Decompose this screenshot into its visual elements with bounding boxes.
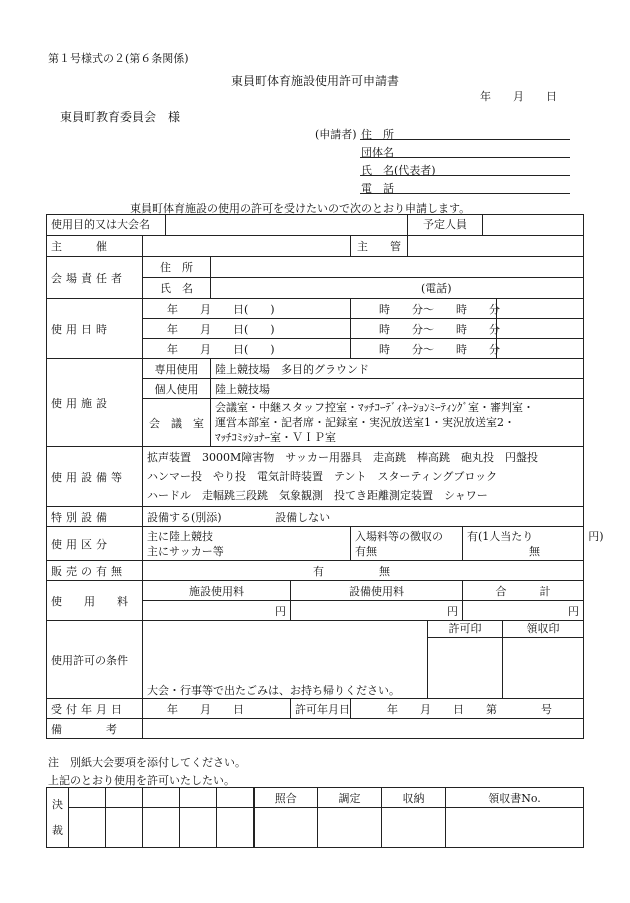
equip-line-3: ハードル 走幅跳三段跳 気象観測 投てき距離測定装置 シャワー <box>147 489 488 502</box>
payment-field[interactable] <box>382 808 446 848</box>
fee-collect-line-2: 有無 <box>355 544 377 558</box>
address-label: 住 所 <box>361 128 394 141</box>
garbage-note: 大会・行事等で出たごみは、お持ち帰りください。 <box>147 684 400 697</box>
org-label: 団体名 <box>361 146 394 159</box>
equip-line-2: ハンマー投 やり投 電気計時装置 テント スターティングブロック <box>147 470 498 483</box>
applicant-label: (申請者) <box>315 128 357 141</box>
approval-cell[interactable] <box>143 788 180 808</box>
expected-label: 予定人員 <box>407 215 483 235</box>
received-date-value[interactable]: 年 月 日 <box>143 699 291 719</box>
decision-char-2: 裁 <box>52 823 63 837</box>
remarks-field[interactable] <box>143 719 584 739</box>
assess-label: 調定 <box>318 788 382 808</box>
remarks-label: 備 考 <box>47 719 143 739</box>
sales-value[interactable]: 有 無 <box>143 561 584 581</box>
name-label: 氏 名(代表者) <box>361 164 436 177</box>
category-line-1: 主に陸上競技 <box>147 529 213 543</box>
equip-fee-yen[interactable]: 円 <box>291 601 463 621</box>
total-label: 合 計 <box>463 581 584 601</box>
receipt-stamp-label: 領収印 <box>503 621 583 638</box>
date-row-2[interactable]: 年 月 日( ) <box>143 319 351 339</box>
receipt-no-label: 領収書No. <box>446 788 584 808</box>
host-label: 主 催 <box>47 236 143 257</box>
individual-value[interactable]: 陸上競技場 <box>211 379 584 399</box>
assess-field[interactable] <box>318 808 382 848</box>
special-no[interactable]: 設備しない <box>275 510 331 524</box>
decision-char-1: 決 <box>52 797 63 811</box>
approval-cell[interactable] <box>217 808 254 848</box>
conditions-area[interactable] <box>143 621 584 699</box>
rep-name-label: 氏 名 <box>143 278 211 299</box>
facility-fee-yen[interactable]: 円 <box>143 601 291 621</box>
rep-phone[interactable]: (電話) <box>211 278 584 299</box>
equipment-label: 使用設備等 <box>47 447 143 507</box>
conditions-label: 使用許可の条件 <box>47 621 143 699</box>
expected-field[interactable] <box>483 215 583 235</box>
approval-cell[interactable] <box>143 808 180 848</box>
fee-collect-values[interactable] <box>463 527 604 561</box>
special-values[interactable] <box>143 507 584 527</box>
meeting-label: 会 議 室 <box>143 399 211 447</box>
date-row-3[interactable]: 年 月 日( ) <box>143 339 351 359</box>
intro-text: 東員町体育施設の使用の許可を受けたいので次のとおり申請します。 <box>130 202 471 215</box>
manager-label: 主 管 <box>351 236 408 257</box>
application-table <box>46 214 604 739</box>
receipt-no-field[interactable] <box>446 808 584 848</box>
approval-cell[interactable] <box>217 788 254 808</box>
approve-text: 上記のとおり使用を許可いたしたい。 <box>48 774 235 787</box>
check-field[interactable] <box>254 808 318 848</box>
special-yes[interactable]: 設備する(別添) <box>147 510 222 524</box>
address-field[interactable] <box>360 139 570 140</box>
category-values[interactable] <box>143 527 351 561</box>
total-yen[interactable]: 円 <box>463 601 584 621</box>
fee-collect-line-1: 入場料等の徴収の <box>355 529 443 543</box>
time-row-3[interactable]: 時 分～ 時 分 <box>351 339 497 359</box>
name-field[interactable] <box>360 175 570 176</box>
form-number: 第１号様式の２(第６条関係) <box>48 52 189 65</box>
facility-fee-label: 施設使用料 <box>143 581 291 601</box>
use-datetime-label: 使用日時 <box>47 299 143 359</box>
approval-cell[interactable] <box>69 808 106 848</box>
approval-cell[interactable] <box>69 788 106 808</box>
equip-line-1: 拡声装置 3000M障害物 サッカー用器具 走高跳 棒高跳 砲丸投 円盤投 <box>147 451 539 464</box>
phone-label: 電 話 <box>361 182 394 195</box>
facility-label: 使用施設 <box>47 359 143 447</box>
approval-cell[interactable] <box>180 788 217 808</box>
payment-label: 収納 <box>382 788 446 808</box>
special-label: 特別設備 <box>47 507 143 527</box>
equipment-values[interactable] <box>143 447 584 507</box>
manager-field[interactable] <box>408 236 584 257</box>
rep-address-label: 住 所 <box>143 257 211 278</box>
equip-fee-label: 設備使用料 <box>291 581 463 601</box>
meeting-line-3: ﾏｯﾁｺﾐｯｼｮﾅｰ室・ＶＩＰ室 <box>215 431 336 444</box>
decision-label <box>47 788 69 848</box>
phone-field[interactable] <box>360 193 570 194</box>
meeting-line-1: 会議室・中継スタッフ控室・ﾏｯﾁｺｰﾃﾞｨﾈｰｼｮﾝﾐｰﾃｨﾝｸﾞ室・審判室・ <box>215 401 534 414</box>
time-row-2[interactable]: 時 分～ 時 分 <box>351 319 497 339</box>
org-field[interactable] <box>360 157 570 158</box>
approval-cell[interactable] <box>106 788 143 808</box>
approval-cell[interactable] <box>180 808 217 848</box>
note: 注 別紙大会要項を添付してください。 <box>48 756 246 769</box>
date-row-1[interactable]: 年 月 日( ) <box>143 299 351 319</box>
decision-table <box>46 787 584 848</box>
approval-cell[interactable] <box>106 808 143 848</box>
host-field[interactable] <box>143 236 351 257</box>
meeting-line-2: 運営本部室・記者席・記録室・実況放送室1・実況放送室2・ <box>215 416 515 429</box>
fee-no: 無 <box>529 544 540 558</box>
permit-date-value[interactable]: 年 月 日 第 号 <box>351 699 584 719</box>
rep-address-field[interactable] <box>211 257 584 278</box>
purpose-label: 使用目的又は大会名 <box>47 215 166 235</box>
fee-collect-label <box>351 527 463 561</box>
category-label: 使用区分 <box>47 527 143 561</box>
time-row-1[interactable]: 時 分～ 時 分 <box>351 299 497 319</box>
permit-date-label: 許可年月日 <box>291 699 351 719</box>
venue-rep-label: 会場責任者 <box>47 257 143 299</box>
date-line: 年 月 日 <box>480 90 557 103</box>
check-label: 照合 <box>254 788 318 808</box>
received-date-label: 受付年月日 <box>47 699 143 719</box>
sales-label: 販売の有無 <box>47 561 143 581</box>
purpose-field[interactable] <box>166 215 407 235</box>
exclusive-label: 専用使用 <box>143 359 211 379</box>
exclusive-value[interactable]: 陸上競技場 多目的グラウンド <box>211 359 584 379</box>
individual-label: 個人使用 <box>143 379 211 399</box>
fee-yes: 有(1人当たり 円) <box>467 529 604 543</box>
meeting-values[interactable] <box>211 399 584 447</box>
addressee: 東員町教育委員会 様 <box>60 110 181 124</box>
permit-stamp-label: 許可印 <box>428 621 502 638</box>
category-line-2: 主にサッカー等 <box>147 544 224 558</box>
fee-label: 使 用 料 <box>47 581 143 621</box>
page-title: 東員町体育施設使用許可申請書 <box>230 74 399 88</box>
